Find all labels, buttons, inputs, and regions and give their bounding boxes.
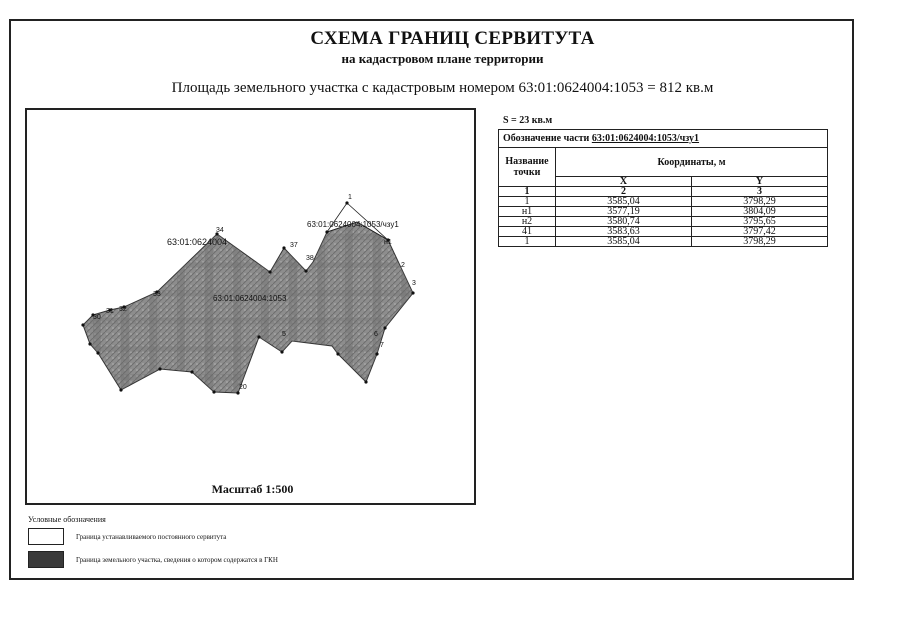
cell-name: 41	[499, 227, 556, 237]
cell-name: 1	[499, 197, 556, 207]
table-row	[499, 237, 828, 247]
cell-y: 3798,29	[691, 197, 827, 207]
map-drawing	[27, 110, 476, 505]
page-subtitle: на кадастровом плане территории	[341, 51, 544, 66]
cell-y: 3798,29	[691, 237, 827, 247]
cell-x: 3585,04	[556, 237, 692, 247]
col-num-3: 3	[691, 187, 827, 197]
point-label-n1: н1	[384, 239, 392, 246]
cell-y: 3795,65	[691, 217, 827, 227]
cell-name: н2	[499, 217, 556, 227]
point-label-3: 3	[412, 280, 416, 287]
cell-x: 3585,04	[556, 197, 692, 207]
point-label-32: 32	[119, 306, 127, 313]
cell-name: н1	[499, 207, 556, 217]
cell-x: 3580,74	[556, 217, 692, 227]
point-label-38: 38	[306, 255, 314, 262]
table-row	[499, 227, 828, 237]
col-coords-header: Координаты, м	[556, 148, 828, 177]
servitude-area: S = 23 кв.м	[503, 115, 553, 126]
col-num-1: 1	[499, 187, 556, 197]
table-row	[499, 217, 828, 227]
point-label-20: 20	[239, 384, 247, 391]
col-y-header: Y	[691, 177, 827, 187]
legend-parcel-text: Граница земельного участка, сведения о котором содержатся в ГКН	[76, 556, 278, 564]
servitude-label: 63:01:0624004:1053/чзу1	[307, 220, 399, 229]
legend-servitude-text: Граница устанавливаемого постоянного сервитута	[76, 533, 227, 541]
legend-title: Условные обозначения	[28, 515, 106, 524]
coordinates-table	[498, 129, 828, 247]
point-label-7: 7	[380, 342, 384, 349]
point-label-30: 30	[93, 314, 101, 321]
point-label-1: 1	[348, 194, 352, 201]
point-label-37: 37	[290, 242, 298, 249]
cell-y: 3804,09	[691, 207, 827, 217]
point-label-33: 33	[153, 291, 161, 298]
cell-y: 3797,42	[691, 227, 827, 237]
cell-x: 3577,19	[556, 207, 692, 217]
part-id: 63:01:0624004:1053/чзу1	[591, 133, 700, 144]
point-label-5: 5	[282, 331, 286, 338]
page-title: СХЕМА ГРАНИЦ СЕРВИТУТА	[310, 28, 595, 49]
legend-parcel-swatch	[28, 551, 64, 568]
cell-name: 1	[499, 237, 556, 247]
col-num-2: 2	[556, 187, 692, 197]
part-prefix: Обозначение части	[503, 133, 592, 144]
map-scale: Масштаб 1:500	[211, 482, 294, 496]
parcel-label: 63:01:0624004:1053	[213, 294, 287, 303]
part-designation	[499, 130, 828, 148]
map-viewport[interactable]	[25, 108, 476, 505]
point-label-31: 31	[106, 308, 114, 315]
quarter-label: 63:01:0624004	[167, 237, 228, 247]
area-statement: Площадь земельного участка с кадастровым номером 63:01:0624004:1053 = 812 кв.м	[171, 80, 714, 96]
col-point-header: Название точки	[499, 148, 556, 187]
legend-servitude-swatch	[28, 528, 64, 545]
point-label-34: 34	[216, 227, 224, 234]
table-row	[499, 197, 828, 207]
cell-x: 3583,63	[556, 227, 692, 237]
table-row	[499, 207, 828, 217]
col-x-header: X	[556, 177, 692, 187]
point-label-2: 2	[401, 262, 405, 269]
point-label-6: 6	[374, 331, 378, 338]
